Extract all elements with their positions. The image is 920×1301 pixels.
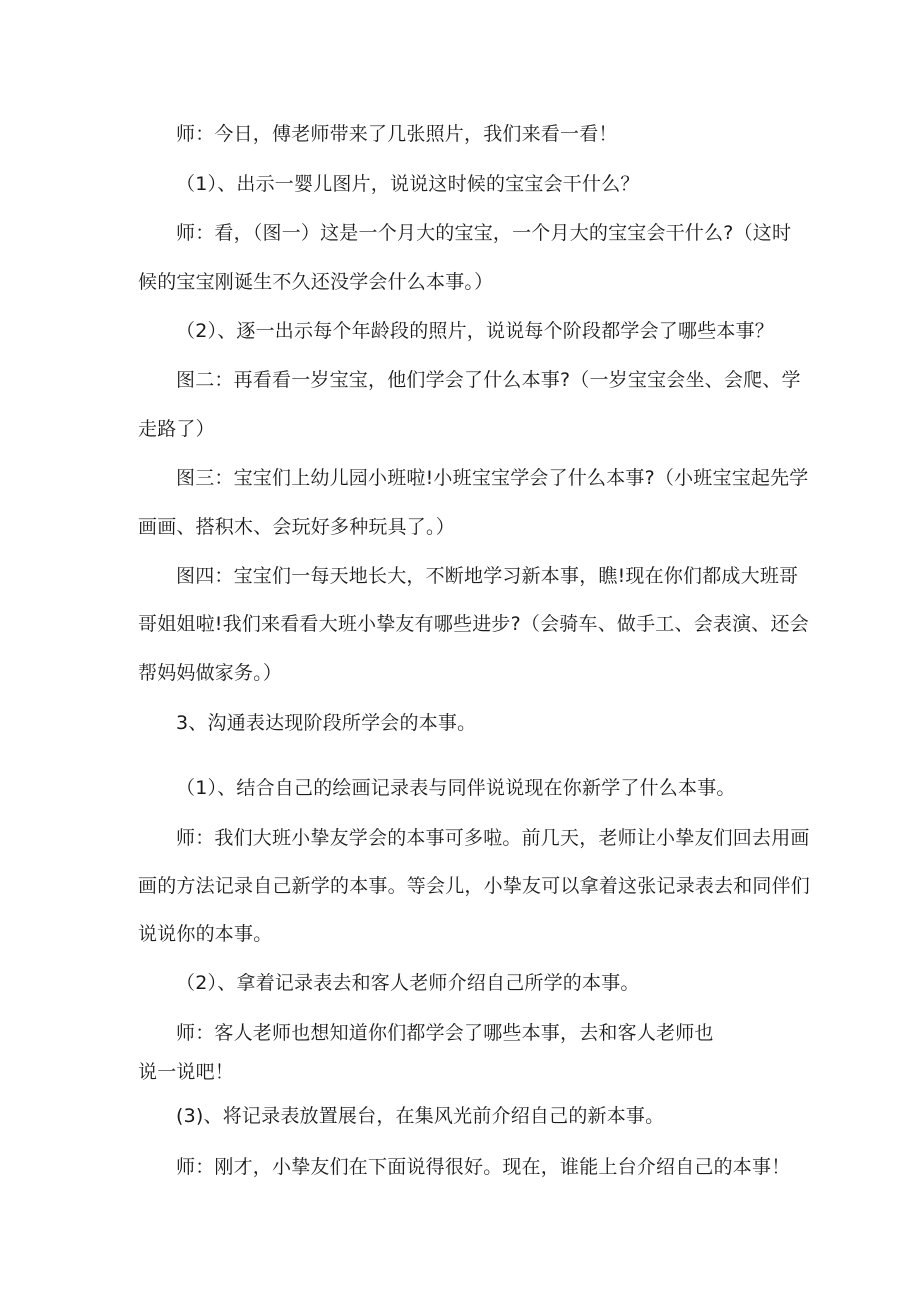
paragraph-line: （1）、出示一婴儿图片，说说这时候的宝宝会干什么？ xyxy=(176,173,640,195)
paragraph-line: 图四：宝宝们一每天地长大，不断地学习新本事，瞧!现在你们都成大班哥 xyxy=(176,565,799,587)
paragraph-line: 师：今日，傅老师带来了几张照片，我们来看一看！ xyxy=(176,123,618,145)
paragraph-line: 画的方法记录自己新学的本事。等会儿，小挚友可以拿着这张记录表去和同伴们 xyxy=(138,875,811,897)
paragraph-line: (3)、将记录表放置展台，在集风光前介绍自己的新本事。 xyxy=(176,1105,665,1127)
paragraph-line: 图二：再看看一岁宝宝，他们学会了什么本事?（一岁宝宝会坐、会爬、学 xyxy=(176,369,801,391)
paragraph-line: 画画、搭积木、会玩好多种玩具了。） xyxy=(138,516,455,538)
paragraph-line: 师：我们大班小挚友学会的本事可多啦。前几天，老师让小挚友们回去用画 xyxy=(176,827,810,849)
section-heading: 3、沟通表达现阶段所学会的本事。 xyxy=(176,712,477,734)
paragraph-line: （1）、结合自己的绘画记录表与同伴说说现在你新学了什么本事。 xyxy=(176,777,736,799)
paragraph-line: 说说你的本事。 xyxy=(138,923,273,945)
paragraph-line: 师：客人老师也想知道你们都学会了哪些本事，去和客人老师也 xyxy=(176,1022,714,1044)
paragraph-line: 师：看，（图一）这是一个月大的宝宝，一个月大的宝宝会干什么?（这时 xyxy=(176,222,792,244)
paragraph-line: 候的宝宝刚诞生不久还没学会什么本事。） xyxy=(138,271,494,293)
paragraph-line: 图三：宝宝们上幼儿园小班啦!小班宝宝学会了什么本事?（小班宝宝起先学 xyxy=(176,467,809,489)
paragraph-line: 帮妈妈做家务。） xyxy=(138,662,283,684)
paragraph-line: 哥姐姐啦!我们来看看大班小挚友有哪些进步?（会骑车、做手工、会表演、还会 xyxy=(138,613,809,635)
paragraph-line: 走路了） xyxy=(138,418,215,440)
paragraph-line: （2）、逐一出示每个年龄段的照片，说说每个阶段都学会了哪些本事？ xyxy=(176,320,774,342)
paragraph-line: 说一说吧！ xyxy=(138,1061,235,1083)
paragraph-line: （2）、拿着记录表去和客人老师介绍自己所学的本事。 xyxy=(176,972,640,994)
paragraph-line: 师：刚才，小挚友们在下面说得很好。现在，谁能上台介绍自己的本事！ xyxy=(176,1156,791,1178)
